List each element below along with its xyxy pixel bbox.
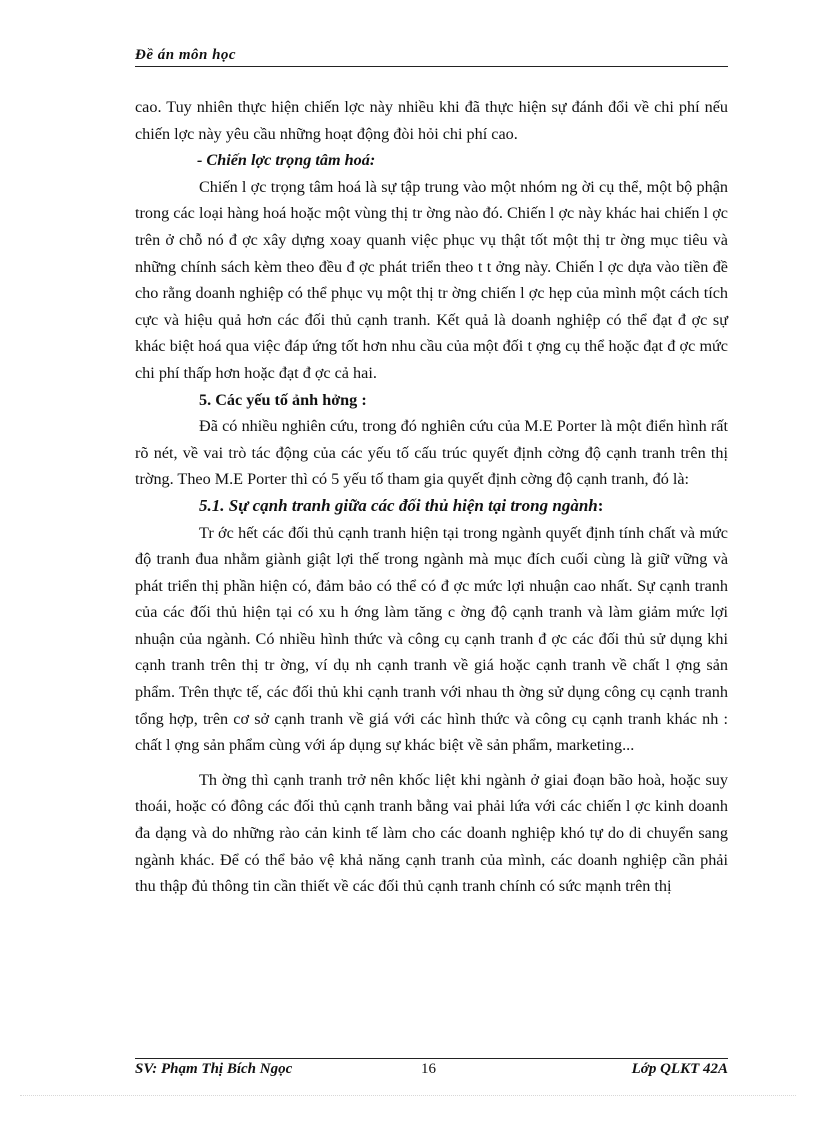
page-header-title: Đề án môn học <box>135 47 237 63</box>
document-body <box>135 94 728 900</box>
paragraph-rivalry: Tr ớc hết các đối thủ cạnh tranh hiện tại trong ngành quyết định tính chất và mức độ tranh đua nhằm giành giật lợi thế trong ngành mà mục đích cuối cùng là giữ vững và phát triển thị phần hiện có, đảm bảo có thể có đ ợc mức lợi nhuận cao nhất. Sự cạnh tranh của các đối thủ hiện tại có xu h ớng làm tăng c ờng độ cạnh tranh và làm giảm mức lợi nhuận của ngành. Có nhiều hình thức và công cụ cạnh tranh đ ợc các đối thủ sử dụng khi cạnh tranh trên thị tr ờng, ví dụ nh cạnh tranh về giá hoặc cạnh tranh về chất l ợng sản phẩm. Trên thực tế, các đối thủ khi cạnh tranh với nhau th ờng sử dụng công cụ cạnh tranh tổng hợp, trên cơ sở cạnh tranh về giá với các hình thức và công cụ cạnh tranh khác nh : chất l ợng sản phẩm cùng với áp dụng sự khác biệt về sản phẩm, marketing... <box>135 523 728 755</box>
paragraph-competition-intensity: Th ờng thì cạnh tranh trở nên khốc liệt khi ngành ở giai đoạn bão hoà, hoặc suy thoái, hoặc có đông các đối thủ cạnh tranh bằng vai phải lứa với các chiến l ợc kinh doanh đa dạng và do những rào cản kinh tế làm cho các doanh nghiệp khó tự do di chuyển sang ngành khác. Để có thể bảo vệ khả năng cạnh tranh của mình, các doanh nghiệp cần phải thu thập đủ thông tin cần thiết về các đối thủ cạnh tranh chính có sức mạnh trên thị <box>135 770 728 896</box>
section-heading-focus-strategy: - Chiến lợc trọng tâm hoá: <box>197 151 376 170</box>
paragraph-porter-intro: Đã có nhiều nghiên cứu, trong đó nghiên cứu của M.E Porter là một điển hình rất rõ nét, về vai trò tác động của các yếu tố cấu trúc quyết định cờng độ cạnh tranh trên thị trờng. Theo M.E Porter thì có 5 yếu tố tham gia quyết định cờng độ cạnh tranh, đó là: <box>135 417 728 489</box>
header-divider <box>135 66 728 67</box>
page-edge-dotted-line <box>20 1095 796 1096</box>
subsection-heading-text: 5.1. Sự cạnh tranh giữa các đối thủ hiện tại trong ngành <box>199 495 598 515</box>
footer-author: SV: Phạm Thị Bích Ngọc <box>135 1061 293 1077</box>
subsection-heading-rivalry <box>135 493 728 520</box>
paragraph-focus-strategy: Chiến l ợc trọng tâm hoá là sự tập trung vào một nhóm ng ời cụ thể, một bộ phận trong các loại hàng hoá hoặc một vùng thị tr ờng nào đó. Chiến l ợc này khác hai chiến l ợc trên ở chỗ nó đ ợc xây dựng xoay quanh việc phục vụ thật tốt một thị tr ờng mục tiêu và những chính sách kèm theo đều đ ợc phát triển theo t t ởng này. Chiến l ợc dựa vào tiền đề cho rằng doanh nghiệp có thể phục vụ một thị tr ờng chiến l ợc hẹp của mình một cách tích cực và hiệu quả hơn các đối thủ cạnh tranh. Kết quả là doanh nghiệp có thể đạt đ ợc sự khác biệt hoá qua việc đáp ứng tốt hơn nhu cầu của một đối t ợng cụ thể hoặc đạt đ ợc mức chi phí thấp hơn hoặc đạt đ ợc cả hai. <box>135 177 728 382</box>
paragraph-continued: cao. Tuy nhiên thực hiện chiến lợc này nhiều khi đã thực hiện sự đánh đổi về chi phí nếu chiến lợc này yêu cầu những hoạt động đòi hỏi chi phí cao. <box>135 98 728 143</box>
section-heading-influencing-factors: 5. Các yếu tố ảnh hởng : <box>199 390 367 409</box>
footer-class: Lớp QLKT 42A <box>631 1061 728 1077</box>
subsection-heading-colon: : <box>597 495 604 515</box>
page-number: 16 <box>421 1061 436 1077</box>
footer-divider <box>135 1058 728 1059</box>
